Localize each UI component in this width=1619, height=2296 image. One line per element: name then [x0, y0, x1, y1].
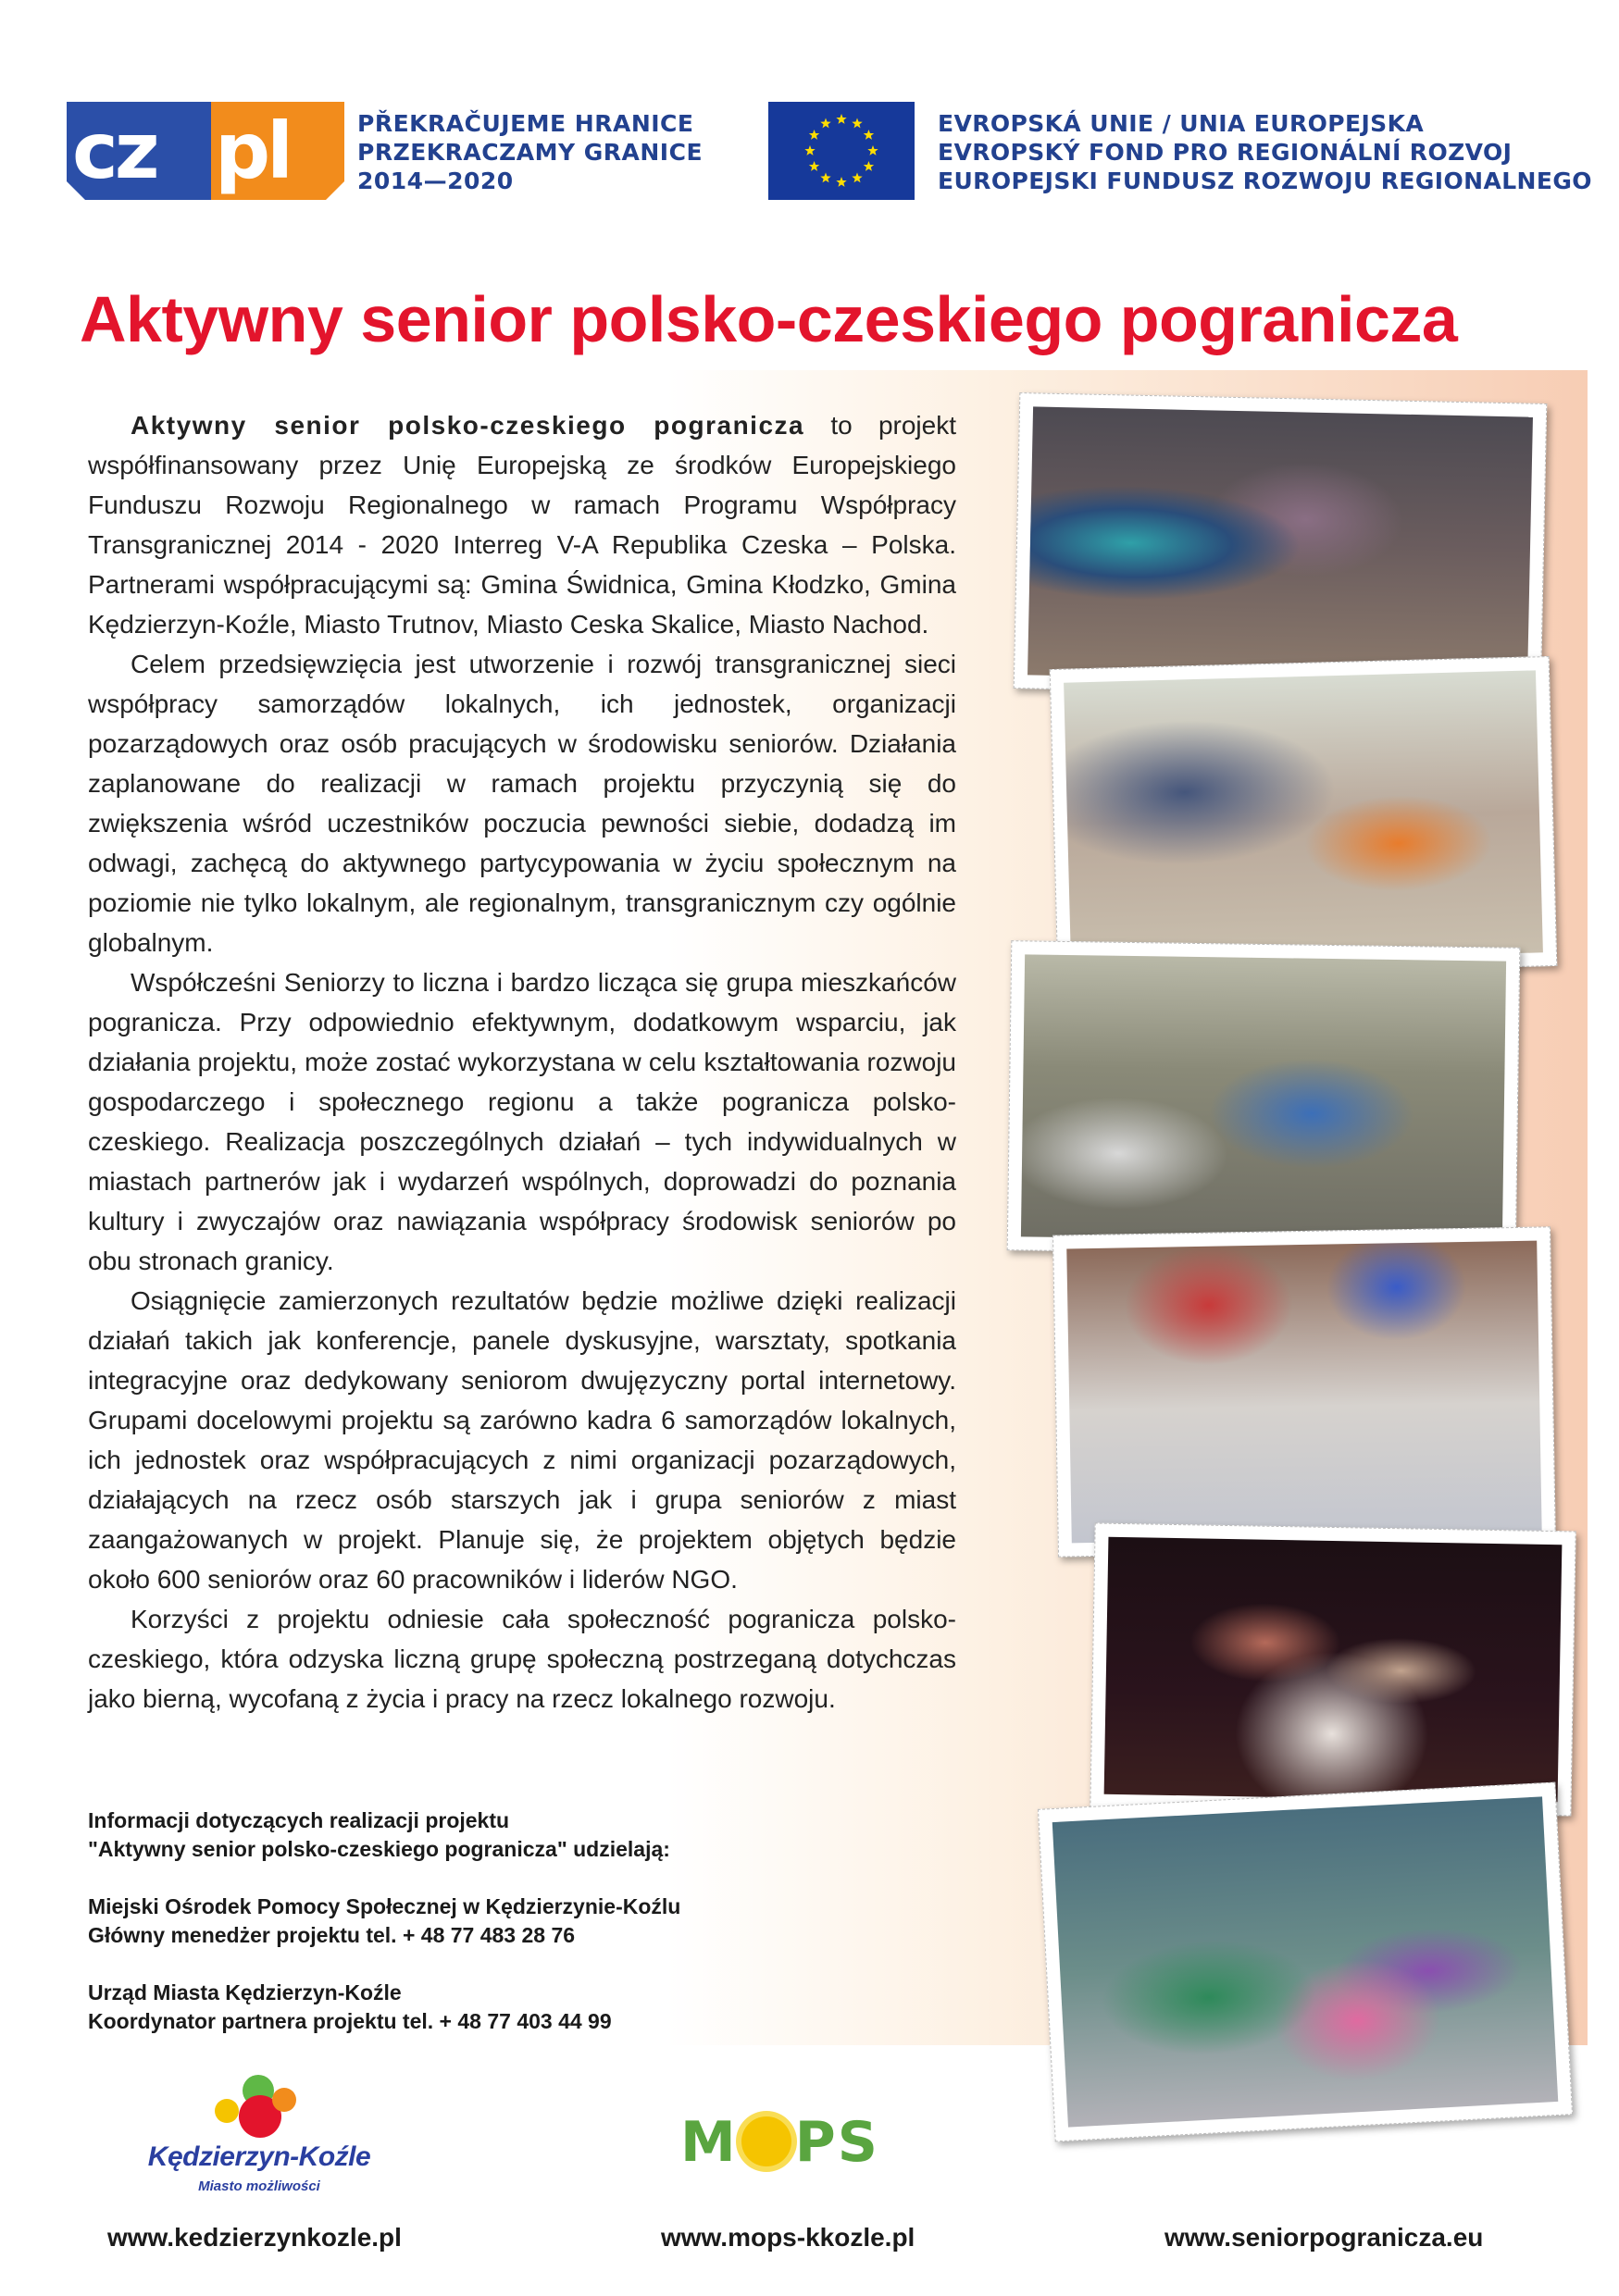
photo-workshop-table — [1050, 656, 1558, 979]
contact-org-1: Miejski Ośrodek Pomocy Społecznej w Kędzierzynie-Koźlu — [88, 1894, 681, 1918]
paragraph-5: Korzyści z projektu odniesie cała społeczność pogranicza polsko-czeskiego, która odzyska liczną grupę społeczną postrzeganą dotychczas jako bierną, wycofaną z życia i pracy na rzecz lokalnego rozwoju. — [88, 1605, 956, 1713]
kedzierzyn-kozle-logo — [139, 2075, 380, 2195]
contact-intro-1: Informacji dotyczących realizacji projektu — [88, 1808, 510, 1832]
kk-logo-tagline: Miasto możliwości — [198, 2178, 320, 2194]
czpl-line-years: 2014—2020 — [357, 168, 514, 194]
photo-stage-performance — [1090, 1522, 1575, 1816]
kedzierzynkozle-link[interactable]: www.kedzierzynkozle.pl — [107, 2223, 402, 2252]
svg-text:pl: pl — [215, 105, 290, 196]
contact-info — [88, 1806, 921, 2036]
paragraph-4: Osiągnięcie zamierzonych rezultatów będzie możliwe dzięki realizacji działań takich jak konferencje, panele dyskusyjne, warsztaty, spotkania integracyjne oraz dedykowany seniorom dwujęzyczny portal internetowy. Grupami docelowymi projektu są zarówno kadra 6 samorządów lokalnych, ich jednostek oraz współpracujących z nimi organizacji pozarządowych, działających na rzecz osób starszych jak i grupa seniorów z miast zaangażowanych w projekt. Planuje się, że projektem objętych będzie około 600 seniorów oraz 60 pracowników i liderów NGO. — [88, 1286, 956, 1594]
eu-line-3: EUROPEJSKI FUNDUSZ ROZWOJU REGIONALNEGO — [938, 168, 1592, 194]
eu-line-2: EVROPSKÝ FOND PRO REGIONÁLNÍ ROZVOJ — [938, 139, 1513, 166]
photo-group-with-children — [1052, 1226, 1556, 1557]
mops-logo — [680, 2110, 912, 2175]
czpl-logo — [67, 102, 344, 200]
czpl-line-pl: PRZEKRACZAMY GRANICE — [357, 139, 704, 166]
sun-icon — [741, 2116, 791, 2166]
mops-link[interactable]: www.mops-kkozle.pl — [661, 2223, 915, 2252]
paragraph-2: Celem przedsięwzięcia jest utworzenie i rozwój transgranicznej sieci współpracy samorządów lokalnych, ich jednostek, organizacji pozarządowych oraz osób pracujących w środowisku seniorów. Działania zaplanowane do realizacji w ramach projektu przyczynią się do zwiększenia wśród uczestników poczucia pewności siebie, dodadzą im odwagi, zachęcą do aktywnego partycypowania w życiu społecznym na poziomie nie tylko lokalnym, ale regionalnym, transgranicznym czy ogólnie globalnym. — [88, 650, 956, 957]
paragraph-1-text: to projekt współfinansowany przez Unię Europejską ze środków Europejskiego Funduszu Rozwoju Regionalnego w ramach Programu Współpracy Transgranicznej 2014 - 2020 Interreg V-A Republika Czeska – Polska. Partnerami współpracującymi są: Gmina Świdnica, Gmina Kłodzko, Gmina Kędzierzyn-Koźle, Miasto Trutnov, Miasto Ceska Skalice, Miasto Nachod. — [88, 411, 957, 639]
eu-fund-text — [938, 109, 1592, 195]
czpl-logo-text: cz — [72, 105, 156, 196]
photo-group-portrait — [1038, 1782, 1573, 2142]
mops-logo-m: M — [680, 2110, 738, 2175]
contact-org-2-role: Koordynator partnera projektu tel. + 48 77 403 44 99 — [88, 2009, 612, 2033]
eu-line-1: EVROPSKÁ UNIE / UNIA EUROPEJSKA — [938, 110, 1425, 137]
article-body — [88, 405, 956, 1719]
project-name-bold: Aktywny senior polsko-czeskiego pogranicza — [131, 411, 805, 440]
paragraph-3: Współcześni Seniorzy to liczna i bardzo licząca się grupa mieszkańców pogranicza. Przy odpowiednio efektywnym, dodatkowym wsparciu, jak działania projektu, może zostać wykorzystana w celu kształtowania rozwoju gospodarczego i społecznego regionu a także pogranicza polsko-czeskiego. Realizacja poszczególnych działań – tych indywidualnych w miastach partnerów jak i wydarzeń wspólnych, doprowadzi do poznania kultury i zwyczajów oraz nawiązania współpracy środowisk seniorów po obu stronach granicy. — [88, 968, 956, 1275]
mops-logo-ps: PS — [794, 2110, 879, 2175]
seniorpogranicza-link[interactable]: www.seniorpogranicza.eu — [1164, 2223, 1484, 2252]
czpl-line-cz: PŘEKRAČUJEME HRANICE — [357, 110, 694, 137]
czpl-slogan — [357, 109, 703, 195]
eu-flag-icon — [768, 102, 915, 200]
photo-dancing-seniors — [1014, 392, 1548, 700]
contact-intro-2: "Aktywny senior polsko-czeskiego pogranicza" udzielają: — [88, 1837, 670, 1861]
contact-org-1-role: Główny menedżer projektu tel. + 48 77 483 28 76 — [88, 1923, 576, 1947]
photo-town-square-event — [1007, 940, 1521, 1258]
paragraph-1 — [88, 405, 956, 644]
kk-logo-name: Kędzierzyn-Koźle — [147, 2141, 371, 2172]
contact-org-2: Urząd Miasta Kędzierzyn-Koźle — [88, 1980, 402, 2004]
kk-dots-icon — [215, 2075, 298, 2140]
page-title: Aktywny senior polsko-czeskiego pogranicza — [80, 283, 1458, 355]
